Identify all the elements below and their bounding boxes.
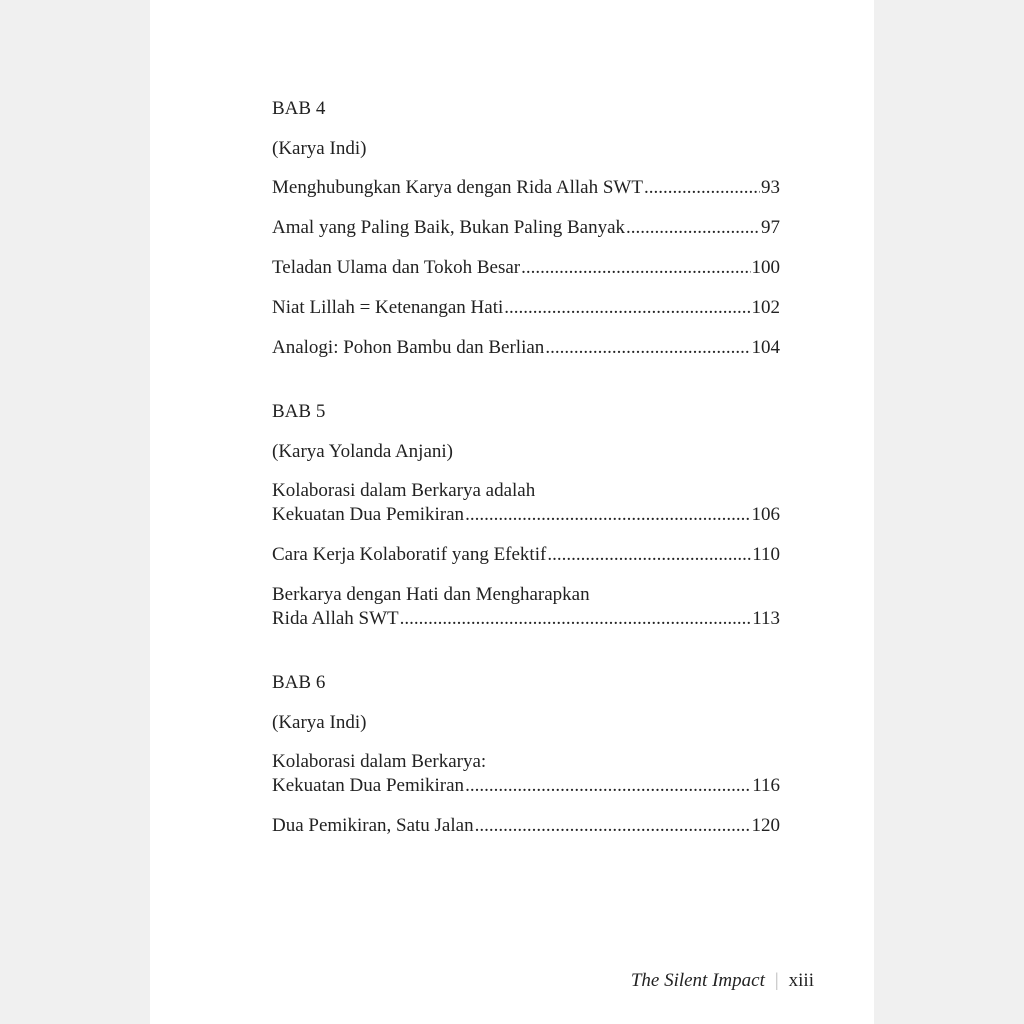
dot-leader	[465, 503, 750, 527]
toc-entry-page: 100	[751, 257, 780, 278]
toc-entry-title: Teladan Ulama dan Tokoh Besar	[272, 257, 521, 278]
toc-entry-title: Menghubungkan Karya dengan Rida Allah SWT	[272, 177, 643, 198]
toc-entry-title: Niat Lillah = Ketenangan Hati	[272, 297, 504, 318]
chapter-section	[272, 96, 780, 360]
chapter-author: (Karya Yolanda Anjani)	[272, 441, 453, 462]
dot-leader	[504, 296, 750, 320]
footer-separator: |	[774, 970, 779, 991]
toc-entry-page: 97	[761, 217, 780, 238]
toc-entry-page: 104	[751, 337, 780, 358]
toc-entry-title-line1: Kolaborasi dalam Berkarya adalah	[272, 480, 536, 501]
dot-leader	[400, 607, 752, 631]
toc-entry-title: Rida Allah SWT	[272, 608, 399, 629]
toc-entry-title: Amal yang Paling Baik, Bukan Paling Banyak	[272, 217, 626, 238]
chapter-label: BAB 4	[272, 98, 326, 119]
dot-leader	[545, 336, 750, 360]
chapter-label: BAB 5	[272, 401, 326, 422]
chapter-section	[272, 670, 780, 838]
chapter-author: (Karya Indi)	[272, 712, 367, 733]
toc-entry-page: 113	[752, 608, 780, 629]
page-footer	[631, 968, 814, 994]
dot-leader	[644, 176, 760, 200]
toc-entry-page: 120	[751, 815, 780, 836]
dot-leader	[626, 216, 760, 240]
toc-entry[interactable]	[272, 216, 780, 240]
table-of-contents	[272, 96, 780, 877]
toc-entry-title: Analogi: Pohon Bambu dan Berlian	[272, 337, 545, 358]
toc-entry-page: 102	[751, 297, 780, 318]
toc-entry-page: 116	[752, 775, 780, 796]
toc-entry-title-line1: Kolaborasi dalam Berkarya:	[272, 751, 487, 772]
chapter-author: (Karya Indi)	[272, 138, 367, 159]
page-number: xiii	[788, 970, 814, 991]
book-page	[150, 0, 874, 1024]
dot-leader	[547, 543, 751, 567]
toc-entry[interactable]	[272, 256, 780, 280]
toc-entry-page: 110	[752, 544, 780, 565]
toc-entry-title: Kekuatan Dua Pemikiran	[272, 775, 465, 796]
toc-entry[interactable]	[272, 583, 780, 631]
dot-leader	[521, 256, 750, 280]
toc-entry[interactable]	[272, 176, 780, 200]
chapter-section	[272, 399, 780, 631]
toc-entry-title: Dua Pemikiran, Satu Jalan	[272, 815, 474, 836]
toc-entry[interactable]	[272, 543, 780, 567]
toc-entry-title: Kekuatan Dua Pemikiran	[272, 504, 465, 525]
chapter-label: BAB 6	[272, 672, 326, 693]
toc-entry-title: Cara Kerja Kolaboratif yang Efektif	[272, 544, 547, 565]
toc-entry-title-line1: Berkarya dengan Hati dan Mengharapkan	[272, 584, 590, 605]
toc-entry-page: 106	[751, 504, 780, 525]
toc-entry[interactable]	[272, 750, 780, 798]
dot-leader	[475, 814, 751, 838]
toc-entry[interactable]	[272, 296, 780, 320]
toc-entry[interactable]	[272, 479, 780, 527]
toc-entry-page: 93	[761, 177, 780, 198]
book-title: The Silent Impact	[630, 970, 765, 991]
toc-entry[interactable]	[272, 814, 780, 838]
dot-leader	[465, 774, 751, 798]
toc-entry[interactable]	[272, 336, 780, 360]
